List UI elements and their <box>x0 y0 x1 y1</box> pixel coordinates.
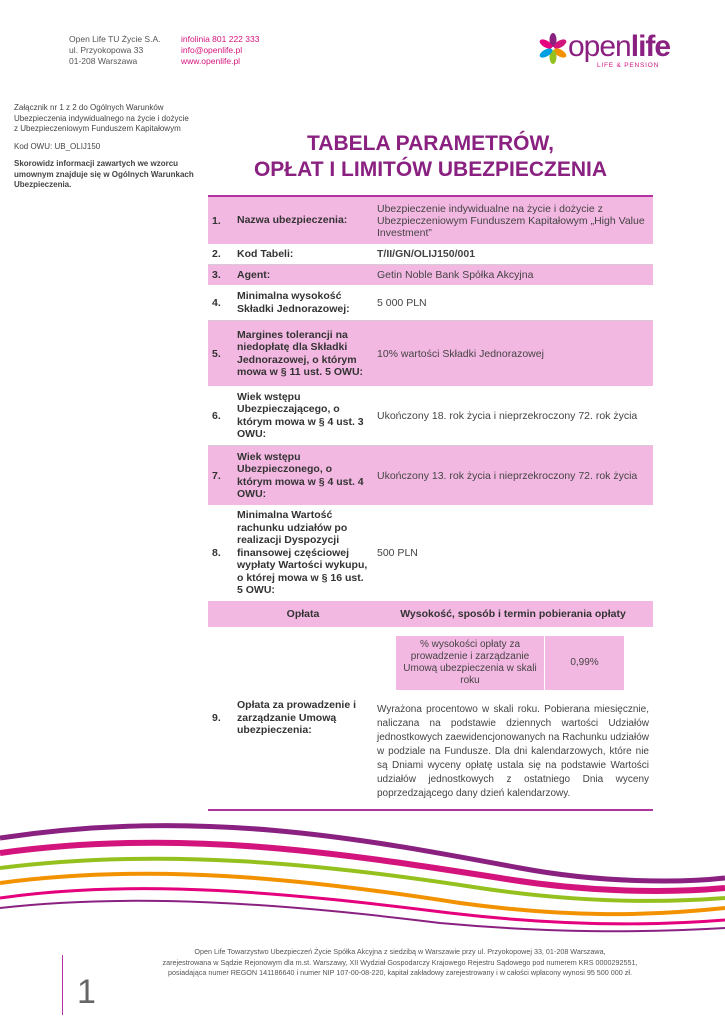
row-value: Getin Noble Bank Spółka Akcyjna <box>373 265 653 286</box>
table-row <box>208 627 653 810</box>
footer-line-2: zarejestrowana w Sądzie Rejonowym dla m.st. Warszawy, XII Wydział Gospodarczy Krajowego Rejestru Sądowego pod numerem KRS 0000292551, <box>162 957 638 967</box>
fee-header-spacer <box>208 601 233 627</box>
table-row <box>208 386 653 446</box>
row-number: 8. <box>208 505 233 601</box>
company-street: ul. Przyokopowa 33 <box>69 45 144 55</box>
logo-word-life: life <box>630 30 671 63</box>
table-row <box>208 505 653 601</box>
page-title <box>208 131 653 183</box>
fee-rate-value: 0,99% <box>545 636 625 691</box>
row-label: Wiek wstępu Ubezpieczonego, o którym mowa w § 4 ust. 4 OWU: <box>233 446 373 506</box>
footer-line-3: posiadająca numer REGON 141186640 i numer NIP 107-00-08-220, kapitał zakładowy zarejestrowany i w całości wpłacony wynosi 95 500 000 zł. <box>168 968 632 977</box>
company-name: Open Life TU Życie S.A. <box>69 34 161 44</box>
company-address <box>69 34 161 67</box>
table-row <box>208 285 653 321</box>
table-row <box>208 265 653 286</box>
table-row <box>208 244 653 265</box>
fee-cell <box>373 627 653 810</box>
contact-info <box>181 34 259 67</box>
logo-wordmark <box>568 30 670 64</box>
annex-note: Załącznik nr 1 z 2 do Ogólnych Warunków Ubezpieczenia indywidualnego na życie i dożycie z Ubezpieczeniowym Funduszem Kapitałowym <box>14 103 189 133</box>
row-value: 500 PLN <box>373 505 653 601</box>
row-value: T/II/GN/OLIJ150/001 <box>373 244 653 265</box>
row-label: Wiek wstępu Ubezpieczającego, o którym mowa w § 4 ust. 3 OWU: <box>233 386 373 446</box>
logo-tagline: LIFE & PENSION <box>597 62 660 69</box>
index-note: Skorowidz informacji zawartych we wzorcu umownym znajduje się w Ogólnych Warunkach Ubezpieczenia. <box>14 159 194 189</box>
legal-footer <box>90 947 710 979</box>
title-line-1: TABELA PARAMETRÓW, <box>307 132 554 155</box>
fee-header-row <box>208 601 653 627</box>
table-row <box>208 196 653 244</box>
table-row <box>208 446 653 506</box>
document-info <box>14 103 194 198</box>
row-label: Minimalna wysokość Składki Jednorazowej: <box>233 285 373 321</box>
row-number: 3. <box>208 265 233 286</box>
logo-word-open: open <box>568 30 631 63</box>
row-number: 9. <box>208 627 233 810</box>
page-number-divider <box>62 955 63 1015</box>
row-number: 7. <box>208 446 233 506</box>
row-value: 5 000 PLN <box>373 285 653 321</box>
row-number: 5. <box>208 321 233 387</box>
row-value: Ukończony 18. rok życia i nieprzekroczony 72. rok życia <box>373 386 653 446</box>
fee-description: Wyrażona procentowo w skali roku. Pobierana miesięcznie, naliczana na podstawie dziennych wartości Udziałów jednostkowych zaewidencjonowanych na Rachunku udziałów w podziale na Fundusze. Dla dni kalendarzowych, które nie są Dniami wyceny opłatę ustala się na podstawie Wartości udziałów jednostkowych z ostatniego Dnia wyceny poprzedzającego dany dzień kalendarzowy. <box>377 704 649 799</box>
row-value: Ubezpieczenie indywidualne na życie i dożycie z Ubezpieczeniowym Funduszem Kapitałowym „High Value Investment” <box>373 196 653 244</box>
parameters-table <box>208 195 653 811</box>
row-label: Kod Tabeli: <box>233 244 373 265</box>
fee-rate-box <box>395 635 625 691</box>
row-number: 2. <box>208 244 233 265</box>
row-label: Nazwa ubezpieczenia: <box>233 196 373 244</box>
fee-header-label: Opłata <box>233 601 373 627</box>
row-number: 6. <box>208 386 233 446</box>
row-value: Ukończony 13. rok życia i nieprzekroczony 72. rok życia <box>373 446 653 506</box>
company-city: 01-208 Warszawa <box>69 56 138 66</box>
row-value: 10% wartości Składki Jednorazowej <box>373 321 653 387</box>
website-link[interactable]: www.openlife.pl <box>181 56 241 66</box>
fee-header-value: Wysokość, sposób i termin pobierania opłaty <box>373 601 653 627</box>
fee-rate-desc: % wysokości opłaty za prowadzenie i zarządzanie Umową ubezpieczenia w skali roku <box>396 636 545 691</box>
row-label: Minimalna Wartość rachunku udziałów po realizacji Dyspozycji finansowej częściowej wypłaty Wartości wykupu, o której mowa w § 16 ust. 5 OWU: <box>233 505 373 601</box>
footer-line-1: Open Life Towarzystwo Ubezpieczeń Życie Spółka Akcyjna z siedzibą w Warszawie przy ul. Przyokopowej 33, 01-208 Warszawa, <box>194 947 606 956</box>
decorative-swoosh-icon <box>0 808 725 938</box>
hotline: infolinia 801 222 333 <box>181 34 260 44</box>
owu-code: Kod OWU: UB_OLIJ150 <box>14 141 101 151</box>
table-row <box>208 321 653 387</box>
row-label: Agent: <box>233 265 373 286</box>
page-number: 1 <box>77 973 96 1011</box>
title-line-2: OPŁAT I LIMITÓW UBEZPIECZENIA <box>253 158 608 181</box>
row-number: 4. <box>208 285 233 321</box>
email-link[interactable]: info@openlife.pl <box>181 45 243 55</box>
row-label: Margines tolerancji na niedopłatę dla Składki Jednorazowej, o którym mowa w § 11 ust. 5 OWU: <box>233 321 373 387</box>
row-label: Opłata za prowadzenie i zarządzanie Umową ubezpieczenia: <box>233 627 373 810</box>
row-number: 1. <box>208 196 233 244</box>
